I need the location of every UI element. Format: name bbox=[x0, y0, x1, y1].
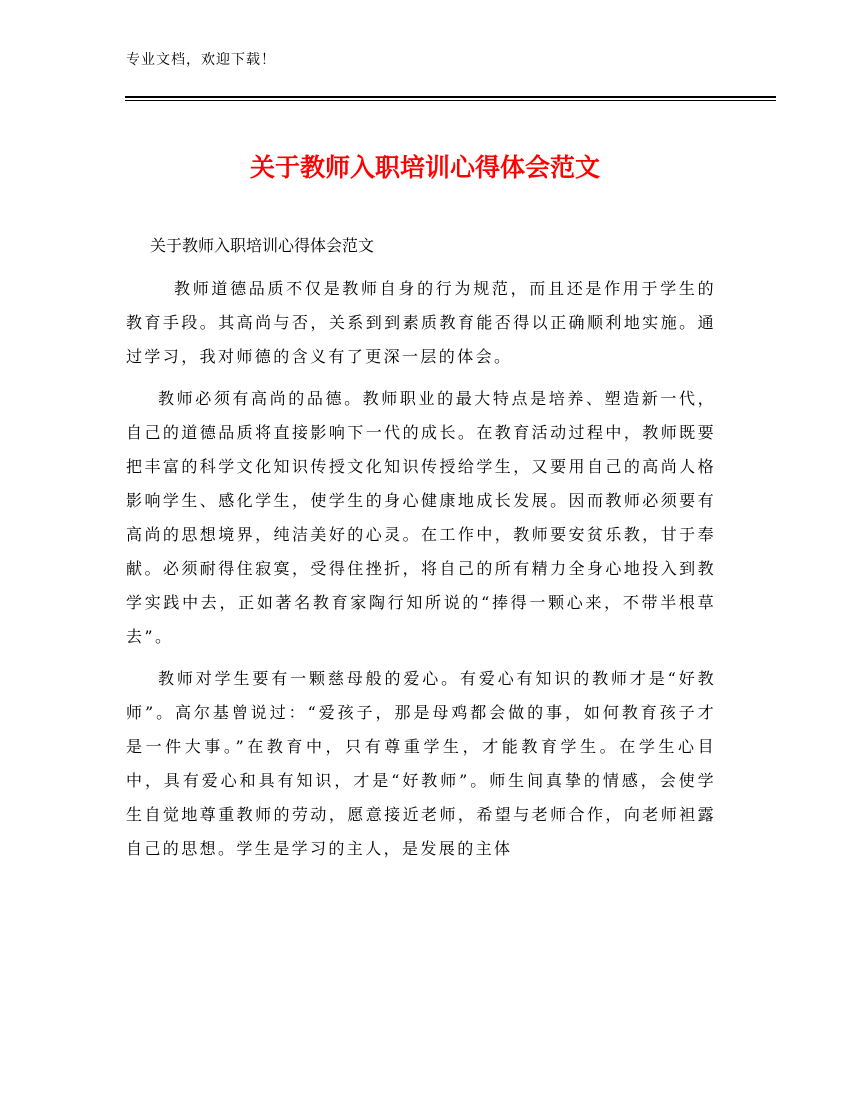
header-divider-thick bbox=[125, 96, 776, 98]
document-subtitle: 关于教师入职培训心得体会范文 bbox=[150, 236, 375, 255]
header-divider-thin bbox=[125, 100, 776, 101]
document-title: 关于教师入职培训心得体会范文 bbox=[249, 153, 600, 182]
paragraph-1: 教师道德品质不仅是教师自身的行为规范，而且还是作用于学生的教育手段。其高尚与否，关系到到素质教育能否得以正确顺利地实施。通过学习，我对师德的含义有了更深一层的体会。 bbox=[126, 279, 716, 366]
paragraph-3: 教师对学生要有一颗慈母般的爱心。有爱心有知识的教师才是“好教师”。高尔基曾说过：“爱孩子，那是母鸡都会做的事，如何教育孩子才是一件大事。”在教育中，只有尊重学生，才能教育学生。在学生心目中，具有爱心和具有知识，才是“好教师”。师生间真挚的情感，会使学生自觉地尊重教师的劳动，愿意接近老师，希望与老师合作，向老师袒露自己的思想。学生是学习的主人，是发展的主体 bbox=[126, 669, 716, 858]
paragraph-2: 教师必须有高尚的品德。教师职业的最大特点是培养、塑造新一代，自己的道德品质将直接影响下一代的成长。在教育活动过程中，教师既要把丰富的科学文化知识传授文化知识传授给学生，又要用自己的高尚人格影响学生、感化学生，使学生的身心健康地成长发展。因而教师必须要有高尚的思想境界，纯洁美好的心灵。在工作中，教师要安贫乐教，甘于奉献。必须耐得住寂寞，受得住挫折，将自己的所有精力全身心地投入到教学实践中去，正如著名教育家陶行知所说的“捧得一颗心来，不带半根草去”。 bbox=[126, 389, 716, 646]
header-note: 专业文档，欢迎下载！ bbox=[126, 52, 276, 68]
document-body bbox=[126, 272, 716, 874]
